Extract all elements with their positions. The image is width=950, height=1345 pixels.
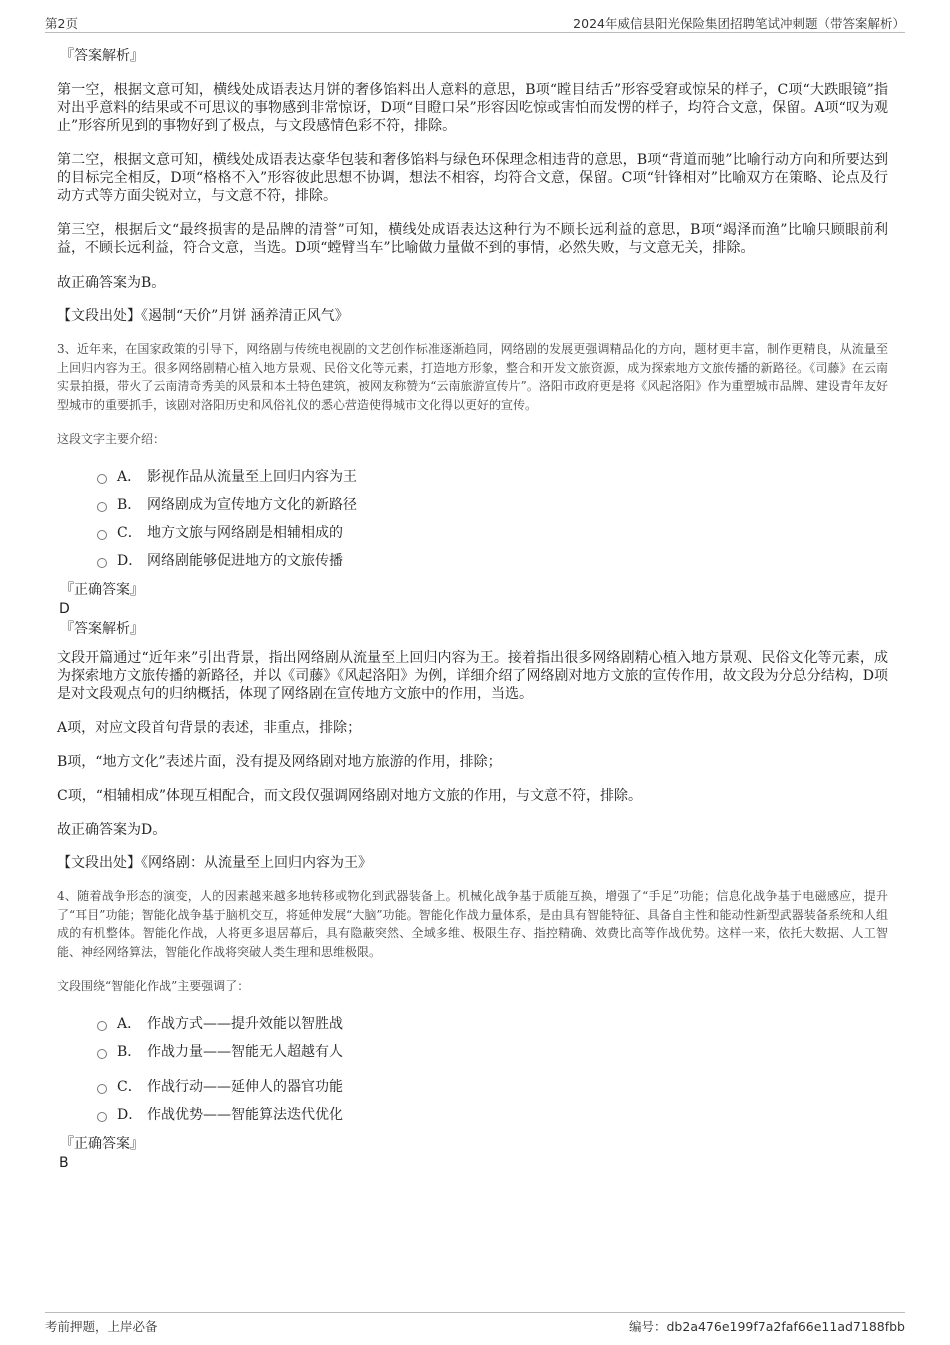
option-text: 网络剧能够促进地方的文旅传播 [147, 553, 343, 569]
correct-answer-label: 『正确答案』 [60, 1136, 144, 1152]
radio-button[interactable] [97, 1112, 107, 1122]
option-a[interactable] [97, 462, 888, 490]
analysis-paragraph: 第二空，根据文意可知，横线处成语表达豪华包装和奢侈馅料与绿色环保理念相违背的意思，B项“背道而驰”比喻行动方向和所要达到的目标完全相反，D项“格格不入”形容彼此思想不协调，想法不相容，均符合文意，保留。C项“针锋相对”比喻双方在策略、论点及行动方式等方面尖锐对立，与文意不符，排除。 [57, 152, 888, 204]
question-3-text: 3、近年来，在国家政策的引导下，网络剧与传统电视剧的文艺创作标准逐渐趋同，网络剧的发展更强调精品化的方向，题材更丰富，制作更精良，从流量至上回归内容为王。很多网络剧精心植入地方景观、民俗文化等元素，打造地方形象，整合和开发文旅资源，成为探索地方文旅传播的新路径。《司藤》在云南实景拍摄，带火了云南清奇秀美的风景和本土特色建筑，被网友称赞为“云南旅游宣传片”。洛阳市政府更是将《风起洛阳》作为重塑城市品牌、建设青年友好型城市的重要抓手，该剧对洛阳历史和风俗礼仪的悉心营造使得城市文化得以更好的宣传。 [57, 342, 888, 412]
question-4-options [97, 1009, 888, 1128]
radio-button[interactable] [97, 502, 107, 512]
analysis-paragraph: A项，对应文段首句背景的表述，非重点，排除； [57, 720, 362, 736]
analysis-conclusion: 故正确答案为B。 [57, 275, 166, 291]
page-number: 第2页 [45, 16, 78, 31]
footer-slogan: 考前押题，上岸必备 [45, 1319, 158, 1334]
option-c[interactable] [97, 1072, 888, 1100]
analysis-paragraph: C项，“相辅相成”体现互相配合，而文段仅强调网络剧对地方文旅的作用，与文意不符，排除。 [57, 788, 643, 804]
analysis-label: 『答案解析』 [60, 48, 144, 64]
option-text: 作战优势——智能算法迭代优化 [147, 1107, 343, 1123]
option-text: 作战行动——延伸人的器官功能 [147, 1079, 343, 1095]
option-letter: C． [117, 1079, 142, 1095]
option-b[interactable] [97, 1037, 888, 1065]
document-code [629, 1317, 905, 1335]
option-letter: B． [117, 1044, 142, 1060]
question-3-options [97, 462, 888, 574]
radio-button[interactable] [97, 1084, 107, 1094]
option-letter: D． [117, 1107, 143, 1123]
option-d[interactable] [97, 546, 888, 574]
code-value: db2a476e199f7a2faf66e11ad7188fbb [666, 1319, 905, 1334]
option-letter: B． [117, 497, 142, 513]
option-text: 作战方式——提升效能以智胜战 [147, 1016, 343, 1032]
radio-button[interactable] [97, 558, 107, 568]
analysis-paragraph: 文段开篇通过“近年来”引出背景，指出网络剧从流量至上回归内容为王。接着指出很多网络剧精心植入地方景观、民俗文化等元素，成为探索地方文旅传播的新路径，并以《司藤》《风起洛阳》为例，详细介绍了网络剧对地方文旅的宣传作用，故文段为分总分结构，D项是对文段观点句的归纳概括，体现了网络剧在宣传地方文旅中的作用，当选。 [57, 650, 888, 702]
question-4-text: 4、随着战争形态的演变，人的因素越来越多地转移或物化到武器装备上。机械化战争基于质能互换，增强了“手足”功能；信息化战争基于电磁感应，提升了“耳目”功能；智能化战争基于脑机交互，将延伸发展“大脑”功能。智能化作战力量体系，是由具有智能特征、具备自主性和能动性新型武器装备系统和人组成的有机整体。智能化作战，人将更多退居幕后，具有隐蔽突然、全域多维、极限生存、指控精确、效费比高等作战优势。这样一来，依托大数据、人工智能、神经网络算法，智能化作战将突破人类生理和思维极限。 [57, 889, 888, 959]
page-content [57, 44, 888, 1172]
option-text: 网络剧成为宣传地方文化的新路径 [147, 497, 357, 513]
page-footer [45, 1312, 905, 1335]
question-4-lead: 文段围绕“智能化作战”主要强调了： [57, 979, 250, 993]
radio-button[interactable] [97, 474, 107, 484]
option-d[interactable] [97, 1100, 888, 1128]
radio-button[interactable] [97, 530, 107, 540]
page-header [45, 12, 905, 33]
analysis-paragraph: 第三空，根据后文“最终损害的是品牌的清誉”可知，横线处成语表达这种行为不顾长远利益的意思，B项“竭泽而渔”比喻只顾眼前利益，不顾长远利益，符合文意，当选。D项“螳臂当车”比喻做力量做不到的事情，必然失败，与文意无关，排除。 [57, 222, 888, 256]
code-label: 编号： [628, 1319, 667, 1334]
option-a[interactable] [97, 1009, 888, 1037]
option-letter: A． [117, 1016, 142, 1032]
option-b[interactable] [97, 490, 888, 518]
document-title: 2024年威信县阳光保险集团招聘笔试冲刺题（带答案解析） [573, 16, 905, 31]
source-citation: 【文段出处】《网络剧：从流量至上回归内容为王》 [57, 855, 372, 871]
option-letter: D． [117, 553, 143, 569]
radio-button[interactable] [97, 1021, 107, 1031]
option-text: 作战力量——智能无人超越有人 [147, 1044, 343, 1060]
correct-answer: D [59, 601, 70, 617]
source-citation: 【文段出处】《遏制“天价”月饼 涵养清正风气》 [57, 308, 349, 324]
analysis-paragraph: 第一空，根据文意可知，横线处成语表达月饼的奢侈馅料出人意料的意思，B项“瞠目结舌”形容受窘或惊呆的样子，C项“大跌眼镜”指对出乎意料的结果或不可思议的事物感到非常惊讶，D项“目瞪口呆”形容因吃惊或害怕而发愣的样子，均符合文意，保留。A项“叹为观止”形容所见到的事物好到了极点，与文段感情色彩不符，排除。 [57, 82, 888, 134]
option-text: 影视作品从流量至上回归内容为王 [147, 469, 357, 485]
option-c[interactable] [97, 518, 888, 546]
correct-answer: B [59, 1155, 69, 1171]
radio-button[interactable] [97, 1049, 107, 1059]
option-letter: A． [117, 469, 142, 485]
analysis-conclusion: 故正确答案为D。 [57, 822, 167, 838]
option-letter: C． [117, 525, 142, 541]
question-3-lead: 这段文字主要介绍： [57, 432, 166, 446]
correct-answer-label: 『正确答案』 [60, 582, 144, 598]
analysis-paragraph: B项，“地方文化”表述片面，没有提及网络剧对地方旅游的作用，排除； [57, 754, 502, 770]
analysis-label: 『答案解析』 [60, 621, 144, 637]
option-text: 地方文旅与网络剧是相辅相成的 [147, 525, 343, 541]
